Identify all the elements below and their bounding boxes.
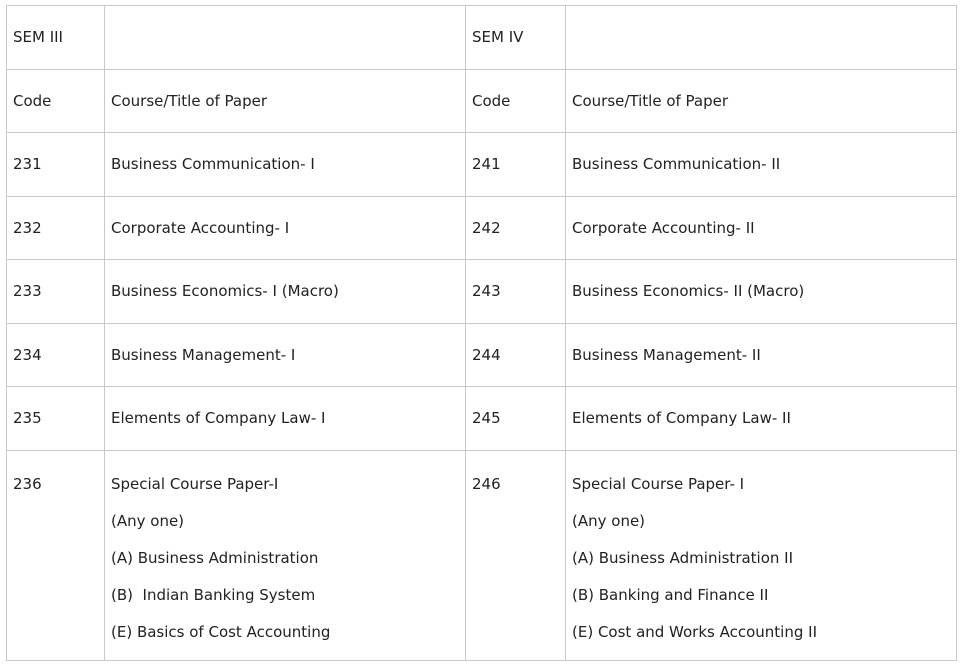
course-code: 235 <box>7 387 105 451</box>
course-title: Elements of Company Law- II <box>566 387 957 451</box>
sem-iii-label: SEM III <box>7 6 105 70</box>
course-code: 242 <box>466 196 566 260</box>
course-title: Corporate Accounting- I <box>105 196 466 260</box>
course-code: 243 <box>466 260 566 324</box>
course-code: 246 <box>466 450 566 660</box>
option-line: Special Course Paper- I <box>572 474 745 493</box>
course-title: Business Communication- I <box>105 133 466 197</box>
course-code: 234 <box>7 323 105 387</box>
course-title: Elements of Company Law- I <box>105 387 466 451</box>
option-line: (A) Business Administration II <box>572 548 794 567</box>
course-title: Business Economics- I (Macro) <box>105 260 466 324</box>
course-code: 245 <box>466 387 566 451</box>
course-document <box>6 5 956 661</box>
course-code: 232 <box>7 196 105 260</box>
semester-header-row <box>7 6 957 70</box>
title-header-left: Course/Title of Paper <box>105 69 466 133</box>
course-code: 241 <box>466 133 566 197</box>
course-title: Business Management- I <box>105 323 466 387</box>
column-header-row <box>7 69 957 133</box>
course-title: Corporate Accounting- II <box>566 196 957 260</box>
option-line: (Any one) <box>111 511 185 530</box>
course-code: 244 <box>466 323 566 387</box>
table-row <box>7 196 957 260</box>
course-code: 233 <box>7 260 105 324</box>
course-title: Business Communication- II <box>566 133 957 197</box>
table-row <box>7 133 957 197</box>
special-course-options-right <box>566 450 957 660</box>
empty-cell <box>566 6 957 70</box>
option-line: (Any one) <box>572 511 646 530</box>
table-row <box>7 323 957 387</box>
code-header-left: Code <box>7 69 105 133</box>
special-course-row <box>7 450 957 660</box>
course-title: Business Economics- II (Macro) <box>566 260 957 324</box>
course-table <box>6 5 957 661</box>
option-line: (B) Indian Banking System <box>111 585 316 604</box>
empty-cell <box>105 6 466 70</box>
option-line: Special Course Paper-I <box>111 474 279 493</box>
option-line: (E) Basics of Cost Accounting <box>111 622 331 641</box>
table-row <box>7 260 957 324</box>
option-line: (A) Business Administration <box>111 548 319 567</box>
course-code: 231 <box>7 133 105 197</box>
table-row <box>7 387 957 451</box>
sem-iv-label: SEM IV <box>466 6 566 70</box>
code-header-right: Code <box>466 69 566 133</box>
course-code: 236 <box>7 450 105 660</box>
course-title: Business Management- II <box>566 323 957 387</box>
option-line: (E) Cost and Works Accounting II <box>572 622 817 641</box>
option-line: (B) Banking and Finance II <box>572 585 769 604</box>
special-course-options-left <box>105 450 466 660</box>
title-header-right: Course/Title of Paper <box>566 69 957 133</box>
